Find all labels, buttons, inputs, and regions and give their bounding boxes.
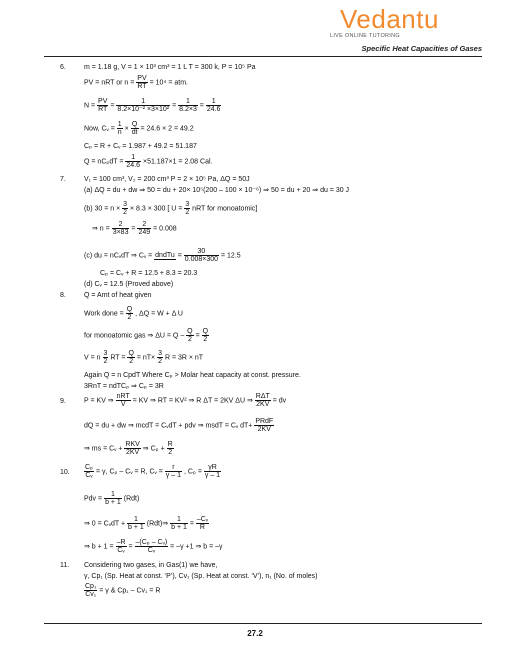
denominator: 8.2×3 [179, 106, 197, 113]
fraction [135, 539, 169, 554]
numerator: Q [128, 350, 134, 357]
denominator: 2 [103, 358, 108, 365]
equation-line: Now, Cᵥ = $\frac{1}{n}$ × $\frac{Q}{dt}$ = 24.6 × 2 = 49.2 [84, 121, 194, 136]
fraction [122, 201, 128, 216]
text: = 0.008 [153, 225, 177, 233]
denominator: V [120, 401, 126, 408]
numerator: 1 [116, 98, 170, 106]
text: RT = [110, 354, 126, 362]
question-number: 10. [60, 469, 70, 476]
text: × 8.3 × 300 [ U = [130, 205, 183, 213]
numerator: –Cᵥ [196, 516, 209, 523]
text: N = [84, 102, 96, 110]
question-number: 7. [60, 176, 66, 183]
numerator: 1 [125, 154, 141, 162]
fraction [202, 328, 209, 343]
text: = –γ +1 ⇒ b = –γ [170, 543, 223, 551]
denominator: Cᵥ [147, 547, 155, 554]
fraction [178, 98, 198, 113]
fraction [97, 98, 108, 113]
text: = nT× [136, 354, 156, 362]
text-line: Q = Amt of heat given [84, 292, 152, 299]
equation-line [84, 201, 257, 216]
equation-line [84, 75, 188, 90]
fraction [154, 252, 176, 260]
numerator: 1 [127, 516, 145, 524]
fraction [112, 221, 130, 236]
fraction [125, 154, 141, 169]
numerator: 1 [178, 98, 198, 106]
fraction [84, 583, 97, 598]
text-line: 3RnT = ndTCₚ ⇒ Cₚ = 3R [84, 383, 164, 390]
numerator: dndTu [155, 251, 175, 259]
equation-line: ⇒ b + 1 = $\frac{-R}{\text{Cᵥ}}$ = $\frac{\text{–(Cₚ – Cᵥ)}}{\text{Cᵥ}}$ = –γ +1 ⇒ b = –γ [84, 539, 223, 554]
denominator: b + 1 [105, 499, 121, 506]
equation-line [84, 154, 212, 169]
numerator: Cₚ [85, 464, 94, 471]
fraction [206, 98, 222, 113]
equation-line [84, 491, 139, 506]
fraction [131, 121, 139, 136]
denominator: Cv₁ [85, 591, 97, 598]
text-line: V₁ = 100 cm³, V₂ = 200 cm³ P = 2 × 10⁵ Pa, ΔQ = 50J [84, 176, 250, 183]
numerator: R [167, 441, 173, 448]
numerator: 3 [123, 201, 128, 208]
fraction [170, 516, 188, 531]
denominator: 2 [185, 209, 190, 216]
equation-line [84, 393, 286, 408]
text: (b) 30 = n × [84, 205, 121, 213]
numerator: nRT [116, 393, 130, 400]
numerator: PRdF [255, 418, 274, 425]
fraction [84, 464, 94, 479]
question-number: 9. [60, 398, 66, 405]
text: = KV ⇒ RT = KV² ⇒ R ΔT = 2KV ΔU ⇒ [132, 397, 253, 405]
denominator: n [117, 129, 122, 136]
denominator: 8.2×10⁻² ×3×10² [117, 106, 170, 113]
text: ⇒ n = [92, 225, 110, 233]
denominator: 2 [168, 449, 173, 456]
text: Pdv = [84, 495, 103, 503]
fraction [167, 441, 174, 456]
text: = dv [272, 397, 287, 405]
text: = 24.6 × 2 = 49.2 [140, 125, 194, 133]
text: ⇒ b + 1 = [84, 543, 114, 551]
denominator: R [199, 524, 205, 531]
text-line: γ, Cp₁ (Sp. Heat at const. ‘P’), Cv₁ (Sp. Heat at const. ‘V’), n₁ (No. of moles) [84, 573, 318, 580]
denominator: dt [131, 129, 138, 136]
fraction [204, 464, 221, 479]
text: (Rdt)⇒ [146, 520, 169, 528]
denominator: 2 [158, 358, 162, 365]
denominator: 24.6 [206, 106, 221, 113]
denominator: 2KV [257, 426, 271, 433]
text: V = n [84, 354, 101, 362]
text-line: Again Q = n CpdT Where Cₚ > Molar heat capacity at const. pressure. [84, 372, 301, 379]
vedantu-logo: Vedantu [340, 4, 439, 34]
numerator: –(Cₚ – Cᵥ) [135, 539, 168, 546]
text: ×51.187×1 = 2.08 Cal. [142, 158, 213, 166]
fraction [157, 350, 163, 365]
denominator: 24.6 [126, 162, 141, 169]
fraction [126, 306, 133, 321]
equation-line: N = $\frac{PV}{RT}$ = $\frac{1}{\text{8.2×10⁻² ×3×10²}}$ = $\frac{1}{8.2\times 3}$ = $\frac{1}{24.6}$ [84, 98, 221, 113]
numerator: PV [98, 98, 108, 105]
numerator: 2 [112, 221, 130, 229]
fraction [124, 441, 140, 456]
text: = γ & Cp₁ – Cv₁ = R [99, 587, 161, 595]
denominator: RT [137, 83, 147, 90]
denominator: Cᵥ [85, 472, 93, 479]
equation-line [84, 350, 203, 365]
fraction [196, 516, 209, 531]
numerator: Q [187, 328, 193, 335]
text: P = KV ⇒ [84, 397, 114, 405]
numerator: 1 [104, 491, 122, 499]
equation-line: ⇒ n = $\frac{2}{3\times 83}$ = $\frac{2}{249}$ = 0.008 [92, 221, 177, 236]
denominator: 2KV [126, 449, 140, 456]
fraction [255, 393, 271, 408]
page-header-title: Specific Heat Capacities of Gases [361, 44, 482, 53]
numerator: RΔT [255, 393, 270, 400]
numerator: RKV [125, 441, 140, 448]
fraction [127, 516, 145, 531]
denominator: RT [98, 106, 108, 113]
numerator: 1 [170, 516, 188, 524]
text: ⇒ ms = Cᵥ + [84, 445, 123, 453]
numerator: 1 [117, 121, 122, 128]
tagline: LIVE ONLINE TUTORING [330, 33, 400, 39]
text: dQ = du + dw ⇒ mcdT = CᵥdT + pdv ⇒ msdT = Cᵥ dT+ [84, 422, 253, 430]
numerator: γR [204, 464, 221, 472]
text: for monoatomic gas ⇒ ΔU = Q – [84, 332, 185, 340]
equation-line: for monoatomic gas ⇒ ΔU = Q – $\frac{Q}{2}$ = $\frac{Q}{2}$ [84, 328, 209, 343]
equation-line [84, 418, 274, 433]
text: ⇒ 0 = CᵥdT + [84, 520, 126, 528]
equation-line: (c) du = nCᵥdT ⇒ Cᵥ = dndTu = $\frac{30}{0.008\times 300}$ = 12.5 [84, 248, 241, 263]
denominator: 2 [123, 209, 128, 216]
denominator: 2 [203, 336, 208, 343]
question-number: 11. [60, 562, 70, 569]
text: (Rdt) [123, 495, 140, 503]
fraction [184, 201, 190, 216]
footer-rule [44, 623, 482, 624]
equation-line: ⇒ 0 = CᵥdT + $\frac{1}{b + 1}$ (Rdt)⇒ $\frac{1}{b + 1}$ = $\frac{\text{–Cᵥ}}{R}$ [84, 516, 209, 531]
denominator: 2 [187, 336, 192, 343]
fraction [165, 464, 182, 479]
text: = γ, Cₚ – Cᵥ = R, Cᵥ = [96, 468, 163, 476]
fraction [116, 539, 127, 554]
text: Now, Cᵥ = [84, 125, 115, 133]
fraction [117, 121, 123, 136]
fraction [186, 328, 193, 343]
text-line: Cₚ = R + Cᵥ = 1.987 + 49.2 = 51.187 [84, 143, 197, 150]
text-line: (d) Cᵥ = 12.5 (Proved above) [84, 281, 174, 288]
numerator: 2 [137, 221, 151, 229]
text: , Cₚ = [183, 468, 202, 476]
fraction [184, 248, 219, 263]
header-rule [44, 56, 482, 57]
denominator: 249 [138, 229, 151, 236]
question-number: 8. [60, 292, 66, 299]
denominator: 0.008×300 [184, 256, 219, 263]
fraction [137, 221, 151, 236]
numerator: Q [131, 121, 138, 128]
numerator: Cp₁ [85, 583, 97, 590]
text: = 10⁴ = atm. [149, 79, 188, 87]
numerator: 1 [206, 98, 222, 106]
denominator: b + 1 [128, 524, 144, 531]
numerator: Q [202, 328, 209, 335]
text: R = 3R × nT [164, 354, 204, 362]
text-line: (a) ΔQ = du + dw ⇒ 50 = du + 20× 10⁵(200 – 100 × 10⁻⁶) ⇒ 50 = du + 20 ⇒ du = 30 J [84, 187, 350, 194]
denominator: γ – 1 [165, 472, 181, 479]
denominator: 2 [129, 358, 134, 365]
question-number: 6. [60, 64, 66, 71]
fraction [103, 350, 109, 365]
numerator: Q [126, 306, 133, 313]
fraction [104, 491, 122, 506]
text: (c) du = nCᵥdT ⇒ Cᵥ = [84, 252, 153, 260]
numerator: 3 [158, 350, 162, 357]
denominator: b + 1 [171, 524, 187, 531]
denominator: 2KV [256, 401, 270, 408]
denominator: γ – 1 [204, 472, 221, 479]
text-line: Cₚ = Cᵥ + R = 12.5 + 8.3 = 20.3 [100, 270, 198, 277]
fraction [116, 98, 170, 113]
fraction [136, 75, 147, 90]
numerator: 30 [184, 248, 219, 256]
equation-line [84, 441, 174, 456]
numerator: 3 [103, 350, 108, 357]
text-line: m = 1.18 g, V = 1 × 10³ cm³ = 1 L T = 300 k, P = 10⁵ Pa [84, 64, 256, 71]
fraction [254, 418, 274, 433]
equation-line [84, 464, 221, 479]
text: nRT for monoatomic] [192, 205, 258, 213]
numerator: PV [137, 75, 147, 82]
denominator: 3×83 [112, 229, 129, 236]
fraction [127, 350, 134, 365]
denominator: Cᵥ [117, 547, 125, 554]
fraction [116, 393, 131, 408]
text: PV = nRT or n = [84, 79, 135, 87]
text: Q = nCₚdT = [84, 158, 124, 166]
text-line: Considering two gases, in Gas(1) we have, [84, 562, 218, 569]
equation-line [84, 306, 183, 321]
text: = 12.5 [220, 252, 241, 260]
numerator: 3 [185, 201, 190, 208]
text: , ΔQ = W + Δ U [135, 310, 183, 318]
equation-line [84, 583, 160, 598]
text: ⇒ Cₚ + [142, 445, 165, 453]
page-number: 27.2 [247, 629, 263, 638]
denominator: 2 [127, 314, 132, 321]
text: Work done = [84, 310, 124, 318]
numerator: –R [116, 539, 126, 546]
numerator: r [165, 464, 182, 472]
